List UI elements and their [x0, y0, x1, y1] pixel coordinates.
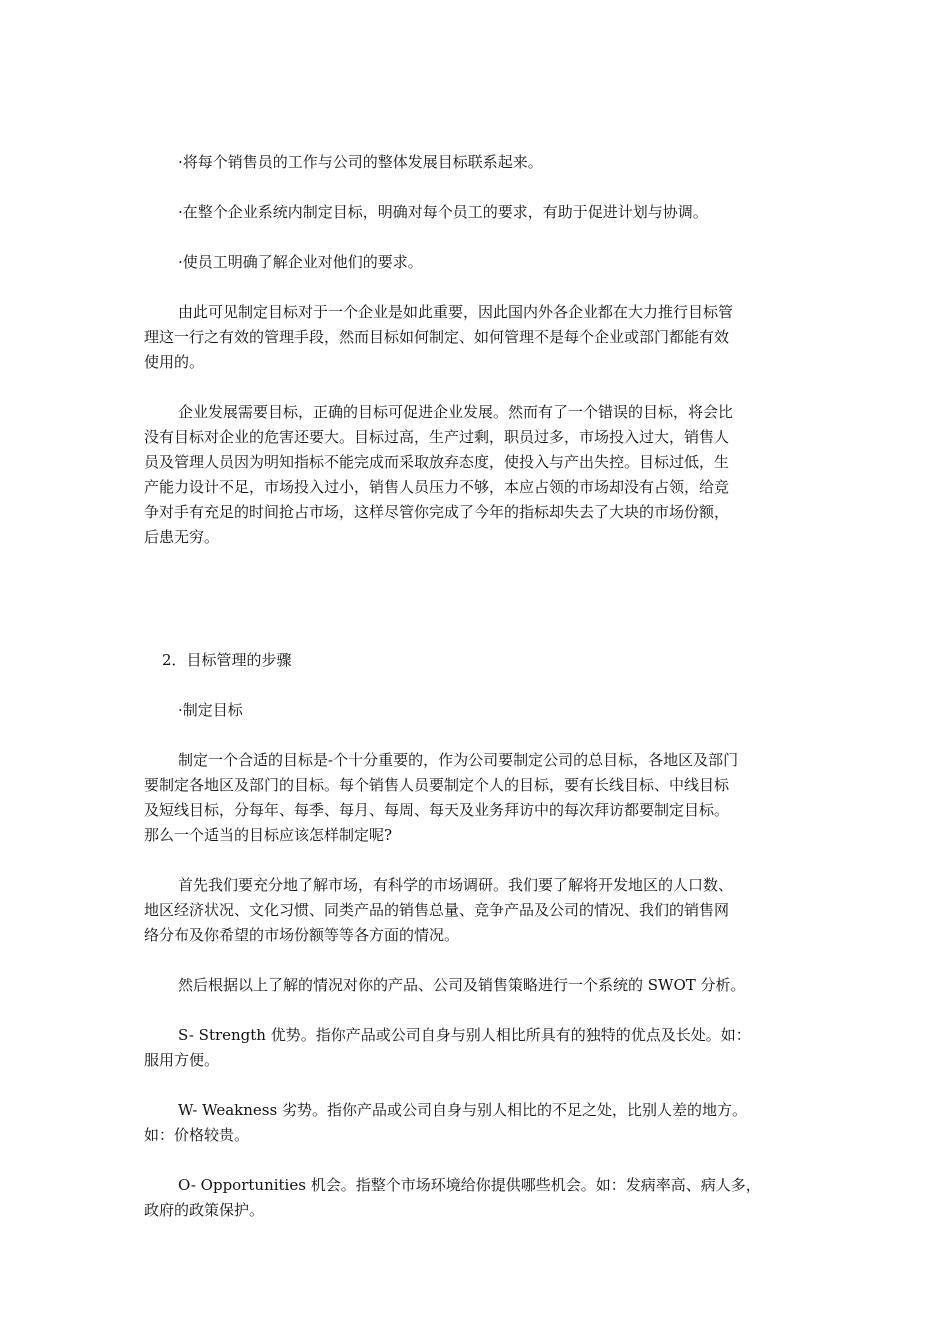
paragraph-line: 争对手有充足的时间抢占市场，这样尽管你完成了今年的指标却失去了大块的市场份额，	[144, 503, 730, 521]
sub-bullet: ·制定目标	[178, 701, 243, 719]
paragraph-line: W- Weakness 劣势。指你产品或公司自身与别人相比的不足之处，比别人差的地方。	[178, 1101, 747, 1119]
bullet-line-3: ·使员工明确了解企业对他们的要求。	[178, 253, 423, 271]
bullet-line-2: ·在整个企业系统内制定目标，明确对每个员工的要求，有助于促进计划与协调。	[178, 203, 708, 221]
paragraph-line: S- Strength 优势。指你产品或公司自身与别人相比所具有的独特的优点及长处。如：	[178, 1026, 751, 1044]
paragraph-swot-intro: 然后根据以上了解的情况对你的产品、公司及销售策略进行一个系统的 SWOT 分析。	[178, 976, 746, 994]
paragraph-line: 使用的。	[144, 353, 205, 371]
paragraph-line: 政府的政策保护。	[144, 1201, 265, 1219]
paragraph-line: 服用方便。	[144, 1051, 220, 1069]
paragraph-line: 首先我们要充分地了解市场，有科学的市场调研。我们要了解将开发地区的人口数、	[178, 876, 734, 894]
paragraph-line: 及短线目标，分每年、每季、每月、每周、每天及业务拜访中的每次拜访都要制定目标。	[144, 801, 730, 819]
paragraph-line: 要制定各地区及部门的目标。每个销售人员要制定个人的目标，要有长线目标、中线目标	[144, 776, 730, 794]
paragraph-line: 络分布及你希望的市场份额等等各方面的情况。	[144, 926, 460, 944]
paragraph-line: 企业发展需要目标，正确的目标可促进企业发展。然而有了一个错误的目标，将会比	[178, 403, 734, 421]
paragraph-line: 由此可见制定目标对于一个企业是如此重要，因此国内外各企业都在大力推行目标管	[178, 303, 734, 321]
paragraph-line: 制定一个合适的目标是-个十分重要的，作为公司要制定公司的总目标，各地区及部门	[178, 751, 739, 769]
section-heading: 2．目标管理的步骤	[162, 651, 292, 669]
paragraph-line: 产能力设计不足，市场投入过小，销售人员压力不够，本应占领的市场却没有占领，给竞	[144, 478, 730, 496]
paragraph-line: 没有目标对企业的危害还要大。目标过高，生产过剩，职员过多，市场投入过大，销售人	[144, 428, 730, 446]
paragraph-line: 员及管理人员因为明知指标不能完成而采取放弃态度，使投入与产出失控。目标过低，生	[144, 453, 730, 471]
paragraph-line: 后患无穷。	[144, 528, 220, 546]
paragraph-line: 地区经济状况、文化习惯、同类产品的销售总量、竞争产品及公司的情况、我们的销售网	[144, 901, 730, 919]
paragraph-line: 理这一行之有效的管理手段，然而目标如何制定、如何管理不是每个企业或部门都能有效	[144, 328, 730, 346]
bullet-line-1: ·将每个销售员的工作与公司的整体发展目标联系起来。	[178, 153, 543, 171]
paragraph-line: O- Opportunities 机会。指整个市场环境给你提供哪些机会。如：发病率高、病人多，	[178, 1176, 761, 1194]
paragraph-line: 那么一个适当的目标应该怎样制定呢?	[144, 826, 393, 844]
paragraph-line: 如：价格较贵。	[144, 1126, 250, 1144]
